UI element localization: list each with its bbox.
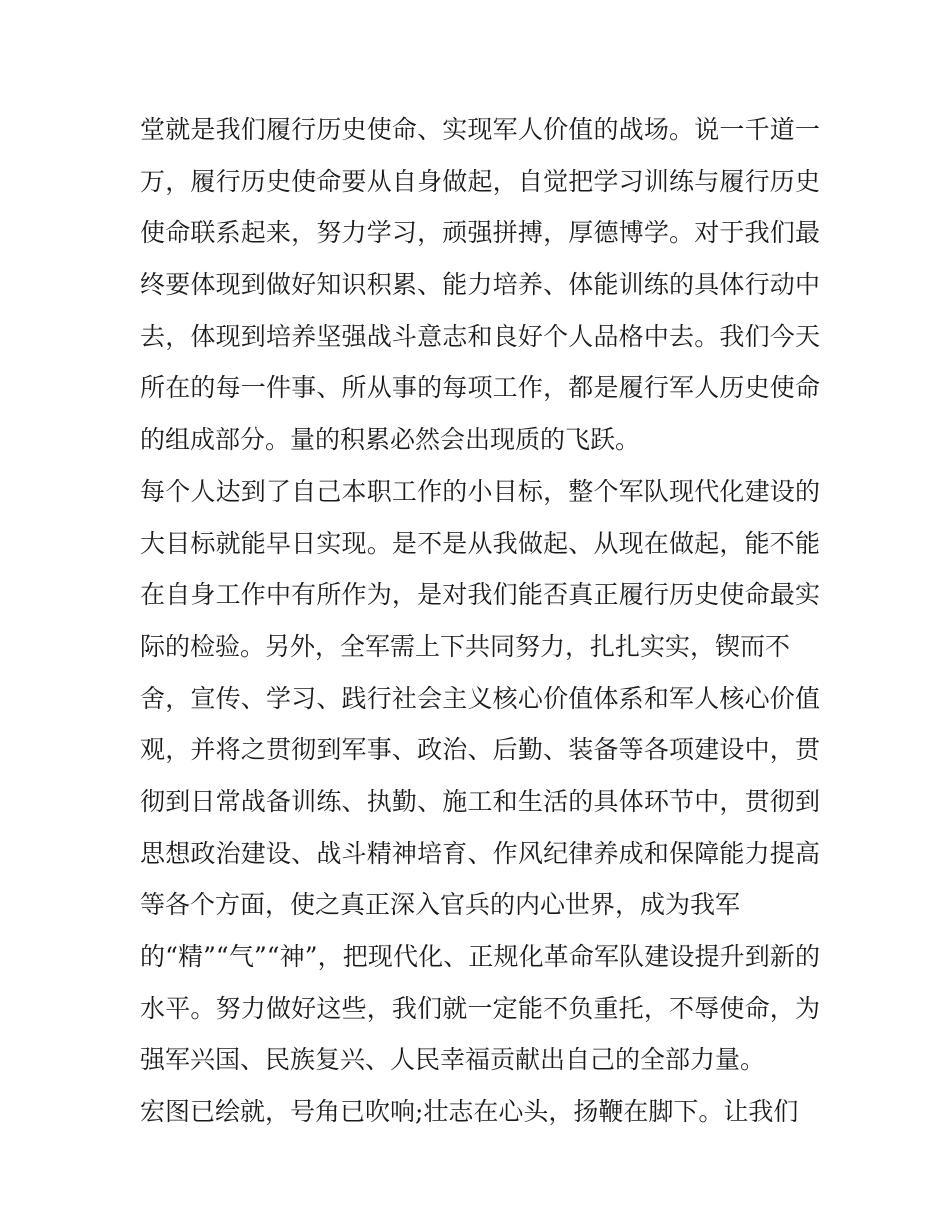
text-line: 强军兴国、民族复兴、人民幸福贡献出自己的全部力量。 bbox=[140, 1045, 766, 1075]
text-line: 彻到日常战备训练、执勤、施工和生活的具体环节中，贯彻到 bbox=[140, 786, 820, 816]
text-line: 宏图已绘就，号角已吹响;壮志在心头，扬鞭在脚下。让我们 bbox=[140, 1097, 799, 1127]
text-line: 的“精”“气”“神”，把现代化、正规化革命军队建设提升到新的 bbox=[140, 942, 820, 971]
text-line: 万，履行历史使命要从自身做起，自觉把学习训练与履行历史 bbox=[140, 166, 820, 196]
text-line: 在自身工作中有所作为，是对我们能否真正履行历史使命最实 bbox=[140, 580, 820, 610]
text-line: 去，体现到培养坚强战斗意志和良好个人品格中去。我们今天 bbox=[140, 321, 820, 351]
text-line: 观，并将之贯彻到军事、政治、后勤、装备等各项建设中，贯 bbox=[140, 735, 820, 765]
text-line: 使命联系起来，努力学习，顽强拼搏，厚德博学。对于我们最 bbox=[140, 218, 820, 248]
text-line: 大目标就能早日实现。是不是从我做起、从现在做起，能不能 bbox=[140, 528, 820, 558]
body-text bbox=[140, 104, 820, 1138]
text-line: 水平。努力做好这些，我们就一定能不负重托，不辱使命，为 bbox=[140, 993, 820, 1023]
text-line: 每个人达到了自己本职工作的小目标，整个军队现代化建设的 bbox=[140, 476, 820, 506]
text-line: 堂就是我们履行历史使命、实现军人价值的战场。说一千道一 bbox=[140, 115, 820, 144]
text-line: 所在的每一件事、所从事的每项工作，都是履行军人历史使命 bbox=[140, 373, 820, 403]
text-line: 的组成部分。量的积累必然会出现质的飞跃。 bbox=[140, 425, 641, 455]
text-line: 思想政治建设、战斗精神培育、作风纪律养成和保障能力提高 bbox=[140, 838, 820, 868]
text-line: 际的检验。另外，全军需上下共同努力，扎扎实实，锲而不 bbox=[140, 631, 791, 661]
text-line: 舍，宣传、学习、践行社会主义核心价值体系和军人核心价值 bbox=[140, 683, 820, 713]
text-line: 等各个方面，使之真正深入官兵的内心世界，成为我军 bbox=[140, 890, 741, 920]
text-line: 终要体现到做好知识积累、能力培养、体能训练的具体行动中 bbox=[140, 270, 820, 300]
